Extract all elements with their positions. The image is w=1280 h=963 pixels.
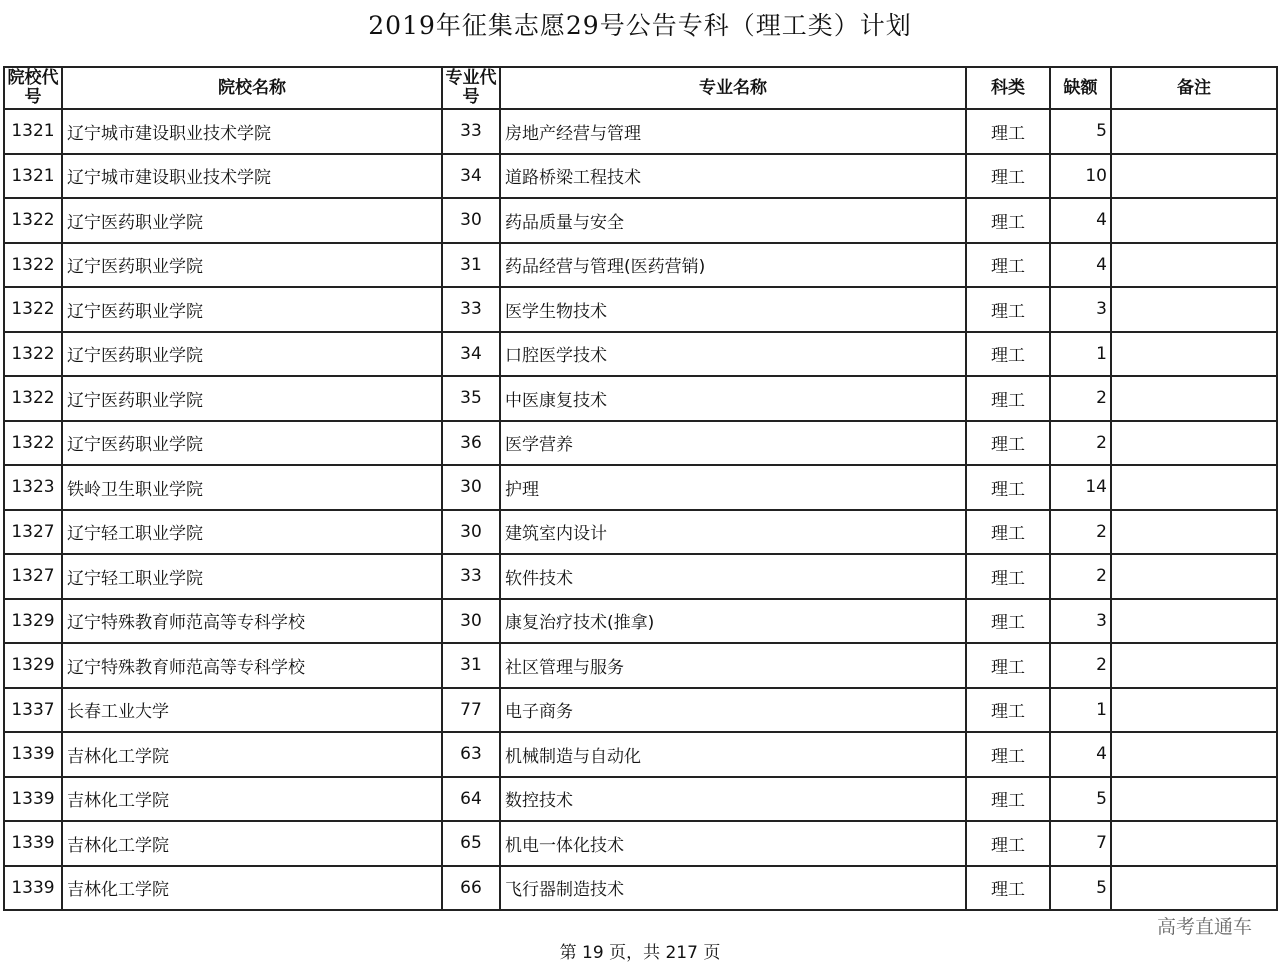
cell-notes — [1111, 732, 1277, 777]
table-row — [4, 287, 1277, 332]
header-major-name: 专业名称 — [500, 67, 966, 109]
cell-school-name: 吉林化工学院 — [62, 821, 442, 866]
cell-major-code: 31 — [442, 243, 500, 288]
cell-school-name: 吉林化工学院 — [62, 732, 442, 777]
cell-quota: 2 — [1050, 421, 1111, 466]
cell-category: 理工 — [966, 866, 1050, 911]
cell-school-name: 吉林化工学院 — [62, 866, 442, 911]
cell-school-code: 1327 — [4, 510, 62, 555]
cell-school-name: 辽宁特殊教育师范高等专科学校 — [62, 643, 442, 688]
cell-notes — [1111, 243, 1277, 288]
cell-school-name: 辽宁医药职业学院 — [62, 376, 442, 421]
header-category: 科类 — [966, 67, 1050, 109]
cell-school-name: 辽宁医药职业学院 — [62, 243, 442, 288]
table-row — [4, 599, 1277, 644]
cell-major-name: 机械制造与自动化 — [500, 732, 966, 777]
table-row — [4, 688, 1277, 733]
cell-school-code: 1329 — [4, 599, 62, 644]
cell-major-name: 药品经营与管理(医药营销) — [500, 243, 966, 288]
plan-table — [3, 66, 1278, 911]
cell-school-code: 1322 — [4, 243, 62, 288]
table-row — [4, 376, 1277, 421]
table-row — [4, 510, 1277, 555]
table-row — [4, 732, 1277, 777]
cell-category: 理工 — [966, 821, 1050, 866]
cell-quota: 4 — [1050, 198, 1111, 243]
cell-notes — [1111, 465, 1277, 510]
cell-school-code: 1329 — [4, 643, 62, 688]
cell-category: 理工 — [966, 287, 1050, 332]
cell-category: 理工 — [966, 732, 1050, 777]
cell-major-code: 33 — [442, 287, 500, 332]
cell-notes — [1111, 821, 1277, 866]
cell-quota: 14 — [1050, 465, 1111, 510]
table-row — [4, 243, 1277, 288]
cell-school-name: 辽宁特殊教育师范高等专科学校 — [62, 599, 442, 644]
cell-notes — [1111, 688, 1277, 733]
header-major-code: 专业代号 — [442, 67, 500, 109]
page-title: 2019年征集志愿29号公告专科（理工类）计划 — [368, 11, 912, 40]
table-row — [4, 554, 1277, 599]
cell-major-name: 康复治疗技术(推拿) — [500, 599, 966, 644]
cell-category: 理工 — [966, 376, 1050, 421]
cell-school-name: 铁岭卫生职业学院 — [62, 465, 442, 510]
cell-school-name: 辽宁轻工职业学院 — [62, 554, 442, 599]
cell-major-code: 64 — [442, 777, 500, 822]
cell-school-name: 吉林化工学院 — [62, 777, 442, 822]
cell-category: 理工 — [966, 154, 1050, 199]
cell-notes — [1111, 287, 1277, 332]
cell-major-code: 30 — [442, 465, 500, 510]
header-school-code: 院校代号 — [4, 67, 62, 109]
cell-quota: 2 — [1050, 376, 1111, 421]
cell-school-name: 辽宁医药职业学院 — [62, 421, 442, 466]
cell-category: 理工 — [966, 421, 1050, 466]
cell-major-name: 飞行器制造技术 — [500, 866, 966, 911]
cell-school-code: 1322 — [4, 376, 62, 421]
cell-school-name: 辽宁城市建设职业技术学院 — [62, 109, 442, 154]
cell-major-name: 口腔医学技术 — [500, 332, 966, 377]
cell-school-code: 1322 — [4, 287, 62, 332]
cell-category: 理工 — [966, 643, 1050, 688]
header-row — [4, 67, 1277, 109]
cell-category: 理工 — [966, 198, 1050, 243]
cell-notes — [1111, 376, 1277, 421]
cell-school-code: 1322 — [4, 332, 62, 377]
page-footer: 第 19 页，共 217 页 — [559, 943, 721, 963]
cell-school-code: 1339 — [4, 732, 62, 777]
cell-school-code: 1337 — [4, 688, 62, 733]
cell-major-name: 软件技术 — [500, 554, 966, 599]
cell-major-code: 65 — [442, 821, 500, 866]
cell-major-name: 医学营养 — [500, 421, 966, 466]
cell-major-code: 30 — [442, 198, 500, 243]
cell-quota: 10 — [1050, 154, 1111, 199]
cell-school-code: 1339 — [4, 821, 62, 866]
header-school-name: 院校名称 — [62, 67, 442, 109]
cell-notes — [1111, 777, 1277, 822]
cell-quota: 5 — [1050, 109, 1111, 154]
cell-category: 理工 — [966, 332, 1050, 377]
cell-school-code: 1339 — [4, 777, 62, 822]
cell-category: 理工 — [966, 109, 1050, 154]
cell-major-code: 77 — [442, 688, 500, 733]
cell-major-name: 建筑室内设计 — [500, 510, 966, 555]
cell-school-name: 辽宁医药职业学院 — [62, 332, 442, 377]
cell-category: 理工 — [966, 243, 1050, 288]
cell-category: 理工 — [966, 554, 1050, 599]
cell-major-name: 医学生物技术 — [500, 287, 966, 332]
cell-notes — [1111, 510, 1277, 555]
cell-quota: 4 — [1050, 732, 1111, 777]
cell-notes — [1111, 332, 1277, 377]
cell-quota: 2 — [1050, 554, 1111, 599]
cell-quota: 5 — [1050, 777, 1111, 822]
cell-category: 理工 — [966, 777, 1050, 822]
cell-school-code: 1323 — [4, 465, 62, 510]
cell-major-name: 中医康复技术 — [500, 376, 966, 421]
table-row — [4, 777, 1277, 822]
cell-major-code: 33 — [442, 109, 500, 154]
cell-notes — [1111, 154, 1277, 199]
cell-major-code: 34 — [442, 332, 500, 377]
table-row — [4, 154, 1277, 199]
cell-quota: 5 — [1050, 866, 1111, 911]
cell-school-code: 1321 — [4, 154, 62, 199]
cell-major-name: 房地产经营与管理 — [500, 109, 966, 154]
cell-school-code: 1322 — [4, 421, 62, 466]
cell-category: 理工 — [966, 599, 1050, 644]
table-row — [4, 332, 1277, 377]
cell-quota: 4 — [1050, 243, 1111, 288]
cell-notes — [1111, 866, 1277, 911]
cell-quota: 2 — [1050, 510, 1111, 555]
table-row — [4, 421, 1277, 466]
cell-school-name: 辽宁城市建设职业技术学院 — [62, 154, 442, 199]
cell-major-code: 34 — [442, 154, 500, 199]
cell-school-code: 1339 — [4, 866, 62, 911]
cell-notes — [1111, 421, 1277, 466]
cell-school-name: 辽宁轻工职业学院 — [62, 510, 442, 555]
cell-quota: 1 — [1050, 332, 1111, 377]
cell-category: 理工 — [966, 465, 1050, 510]
cell-school-code: 1327 — [4, 554, 62, 599]
cell-major-code: 63 — [442, 732, 500, 777]
cell-major-code: 30 — [442, 599, 500, 644]
cell-major-name: 电子商务 — [500, 688, 966, 733]
cell-major-code: 35 — [442, 376, 500, 421]
cell-major-code: 30 — [442, 510, 500, 555]
table-row — [4, 866, 1277, 911]
cell-school-name: 辽宁医药职业学院 — [62, 287, 442, 332]
cell-quota: 3 — [1050, 599, 1111, 644]
cell-quota: 1 — [1050, 688, 1111, 733]
cell-notes — [1111, 643, 1277, 688]
cell-major-name: 护理 — [500, 465, 966, 510]
cell-major-code: 31 — [442, 643, 500, 688]
cell-major-code: 36 — [442, 421, 500, 466]
cell-notes — [1111, 198, 1277, 243]
cell-school-name: 辽宁医药职业学院 — [62, 198, 442, 243]
watermark: 高考直通车 — [1156, 916, 1252, 938]
cell-major-name: 数控技术 — [500, 777, 966, 822]
cell-quota: 3 — [1050, 287, 1111, 332]
table-row — [4, 198, 1277, 243]
header-notes: 备注 — [1111, 67, 1277, 109]
cell-category: 理工 — [966, 510, 1050, 555]
cell-major-name: 社区管理与服务 — [500, 643, 966, 688]
cell-major-name: 机电一体化技术 — [500, 821, 966, 866]
cell-school-code: 1322 — [4, 198, 62, 243]
table-row — [4, 109, 1277, 154]
cell-major-code: 33 — [442, 554, 500, 599]
cell-notes — [1111, 599, 1277, 644]
cell-major-name: 道路桥梁工程技术 — [500, 154, 966, 199]
cell-major-name: 药品质量与安全 — [500, 198, 966, 243]
table-row — [4, 821, 1277, 866]
cell-category: 理工 — [966, 688, 1050, 733]
table-row — [4, 465, 1277, 510]
header-quota: 缺额 — [1050, 67, 1111, 109]
cell-major-code: 66 — [442, 866, 500, 911]
cell-school-code: 1321 — [4, 109, 62, 154]
cell-notes — [1111, 109, 1277, 154]
cell-school-name: 长春工业大学 — [62, 688, 442, 733]
table-row — [4, 643, 1277, 688]
cell-quota: 2 — [1050, 643, 1111, 688]
cell-quota: 7 — [1050, 821, 1111, 866]
cell-notes — [1111, 554, 1277, 599]
